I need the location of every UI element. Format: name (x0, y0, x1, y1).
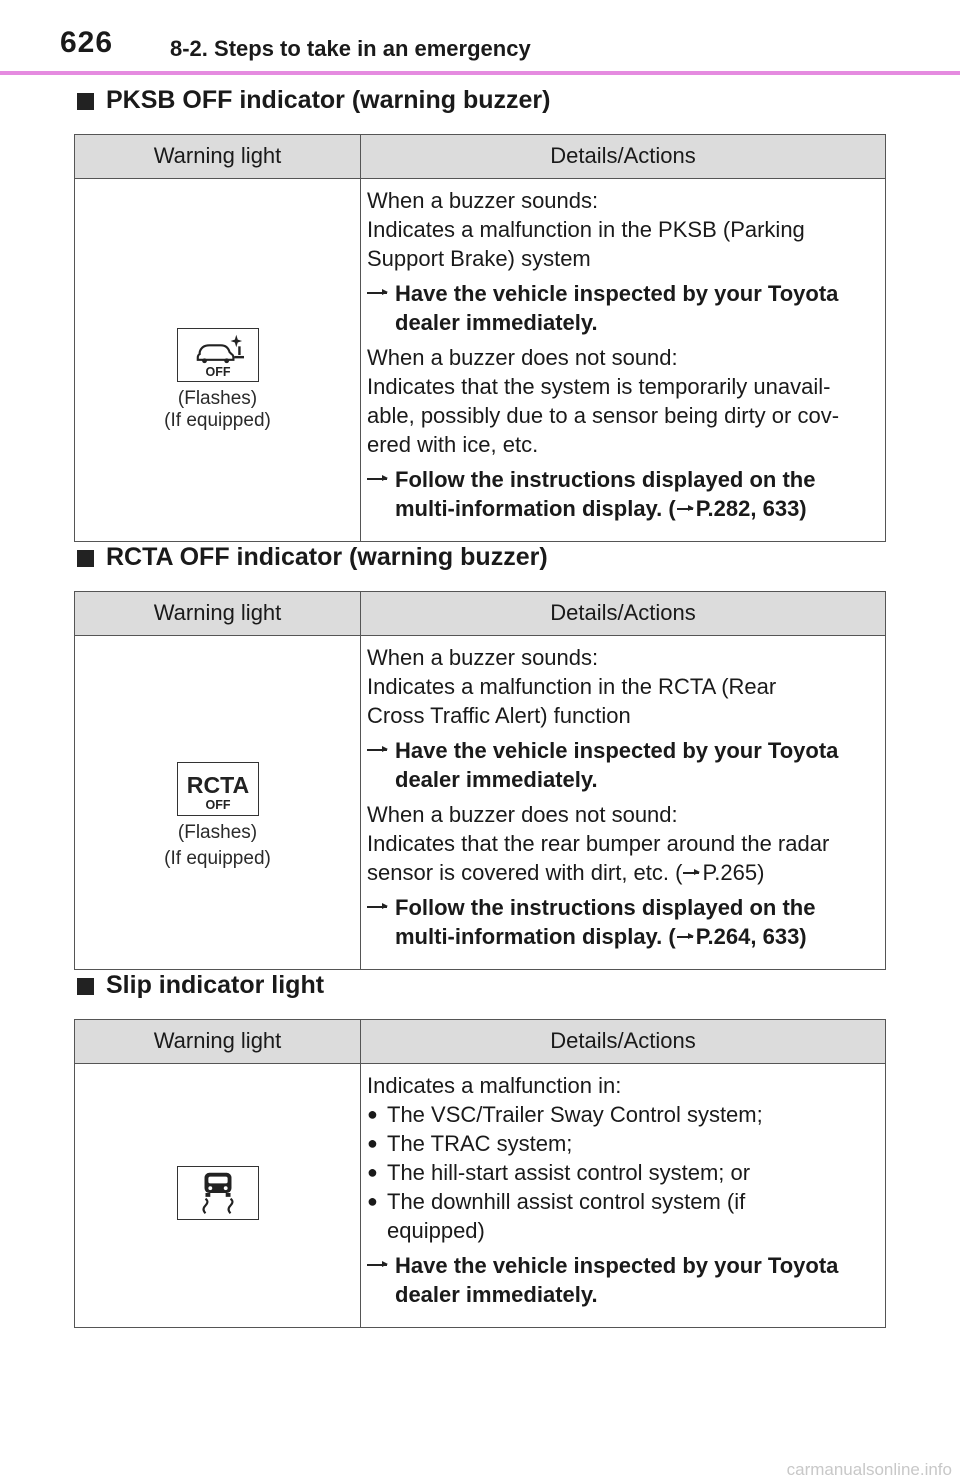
warning-table-pksb (74, 134, 886, 542)
bullet-dot-icon: ● (367, 1133, 378, 1153)
warning-table-slip (74, 1019, 886, 1328)
svg-text:RCTA: RCTA (186, 771, 249, 798)
action-inspect: Have the vehicle inspected by your Toyota dealer immediately. (367, 279, 880, 337)
table-header-row (75, 1020, 886, 1064)
bullet-dot-icon: ● (367, 1191, 378, 1211)
buzzer-silent-text: When a buzzer does not sound: Indicates that the system is temporarily unavail- able, possibly due to a sensor being dirty or cov- ered with ice, etc. (367, 345, 840, 457)
buzzer-sounds-text: When a buzzer sounds: Indicates a malfunction in the RCTA (Rear Cross Traffic Alert) function (367, 645, 777, 728)
details-cell (361, 636, 886, 970)
warning-light-cell (75, 636, 361, 970)
col-header-warning-light: Warning light (75, 135, 361, 179)
header-divider (0, 71, 960, 75)
col-header-details: Details/Actions (361, 135, 886, 179)
arrow-icon (677, 936, 693, 938)
buzzer-sounds-text: When a buzzer sounds: Indicates a malfunction in the PKSB (Parking Support Brake) system (367, 188, 805, 271)
arrow-icon (367, 292, 387, 294)
slip-indicator-icon (177, 1166, 259, 1220)
action-inspect: Have the vehicle inspected by your Toyota dealer immediately. (367, 736, 880, 794)
list-item: ● The downhill assist control system (if (367, 1189, 746, 1214)
col-header-warning-light: Warning light (75, 592, 361, 636)
action-inspect: Have the vehicle inspected by your Toyota dealer immediately. (367, 1251, 880, 1309)
section-heading-pksb (77, 86, 550, 115)
col-header-details: Details/Actions (361, 592, 886, 636)
section-title: Slip indicator light (106, 971, 325, 999)
arrow-icon (683, 872, 699, 874)
arrow-icon (367, 478, 387, 480)
flashes-caption: (Flashes) (177, 388, 258, 409)
list-item-continuation: equipped) (387, 1218, 485, 1243)
bullet-dot-icon: ● (367, 1104, 378, 1124)
warning-table-rcta (74, 591, 886, 970)
bullet-dot-icon: ● (367, 1162, 378, 1182)
svg-text:OFF: OFF (205, 797, 230, 812)
malfunction-intro: Indicates a malfunction in: (367, 1073, 622, 1098)
pksb-off-icon (177, 328, 259, 382)
list-item: ● The TRAC system; (367, 1131, 573, 1156)
action-follow-instructions: Follow the instructions displayed on the multi-information display. ( P.264, 633) (367, 893, 880, 951)
list-item: ● The hill-start assist control system; or (367, 1160, 751, 1185)
table-header-row (75, 592, 886, 636)
details-cell (361, 1064, 886, 1328)
section-heading-rcta (77, 543, 548, 572)
svg-text:OFF: OFF (205, 365, 230, 380)
if-equipped-caption: (If equipped) (164, 847, 271, 869)
flashes-caption: (Flashes) (177, 821, 258, 843)
square-bullet-icon (77, 978, 94, 995)
square-bullet-icon (77, 550, 94, 567)
arrow-icon (367, 1264, 387, 1266)
section-title: RCTA OFF indicator (warning buzzer) (106, 543, 548, 571)
rcta-off-icon (177, 762, 259, 816)
square-bullet-icon (77, 93, 94, 110)
table-header-row (75, 135, 886, 179)
chapter-title: 8-2. Steps to take in an emergency (170, 36, 531, 61)
buzzer-silent-text: When a buzzer does not sound: Indicates that the rear bumper around the radar sensor is covered with dirt, etc. ( P.265) (367, 802, 830, 885)
section-title: PKSB OFF indicator (warning buzzer) (106, 86, 551, 114)
page-reference[interactable]: P.265) (702, 860, 765, 885)
if-equipped-caption: (If equipped) (164, 410, 271, 431)
col-header-details: Details/Actions (361, 1020, 886, 1064)
arrow-icon (367, 749, 387, 751)
table-row (75, 179, 886, 542)
warning-light-cell (75, 179, 361, 542)
page-number: 626 (60, 26, 114, 59)
watermark: carmanualsonline.info (786, 1460, 952, 1479)
page-reference[interactable]: P.282, 633) (695, 496, 807, 521)
arrow-icon (367, 906, 387, 908)
table-row (75, 1064, 886, 1328)
action-follow-instructions: Follow the instructions displayed on the multi-information display. ( P.282, 633) (367, 465, 880, 523)
details-cell (361, 179, 886, 542)
page-header (0, 0, 960, 76)
table-row (75, 636, 886, 970)
page-reference[interactable]: P.264, 633) (695, 924, 807, 949)
arrow-icon (677, 508, 693, 510)
list-item: ● The VSC/Trailer Sway Control system; (367, 1102, 763, 1127)
warning-light-cell (75, 1064, 361, 1328)
col-header-warning-light: Warning light (75, 1020, 361, 1064)
section-heading-slip (77, 971, 324, 1000)
